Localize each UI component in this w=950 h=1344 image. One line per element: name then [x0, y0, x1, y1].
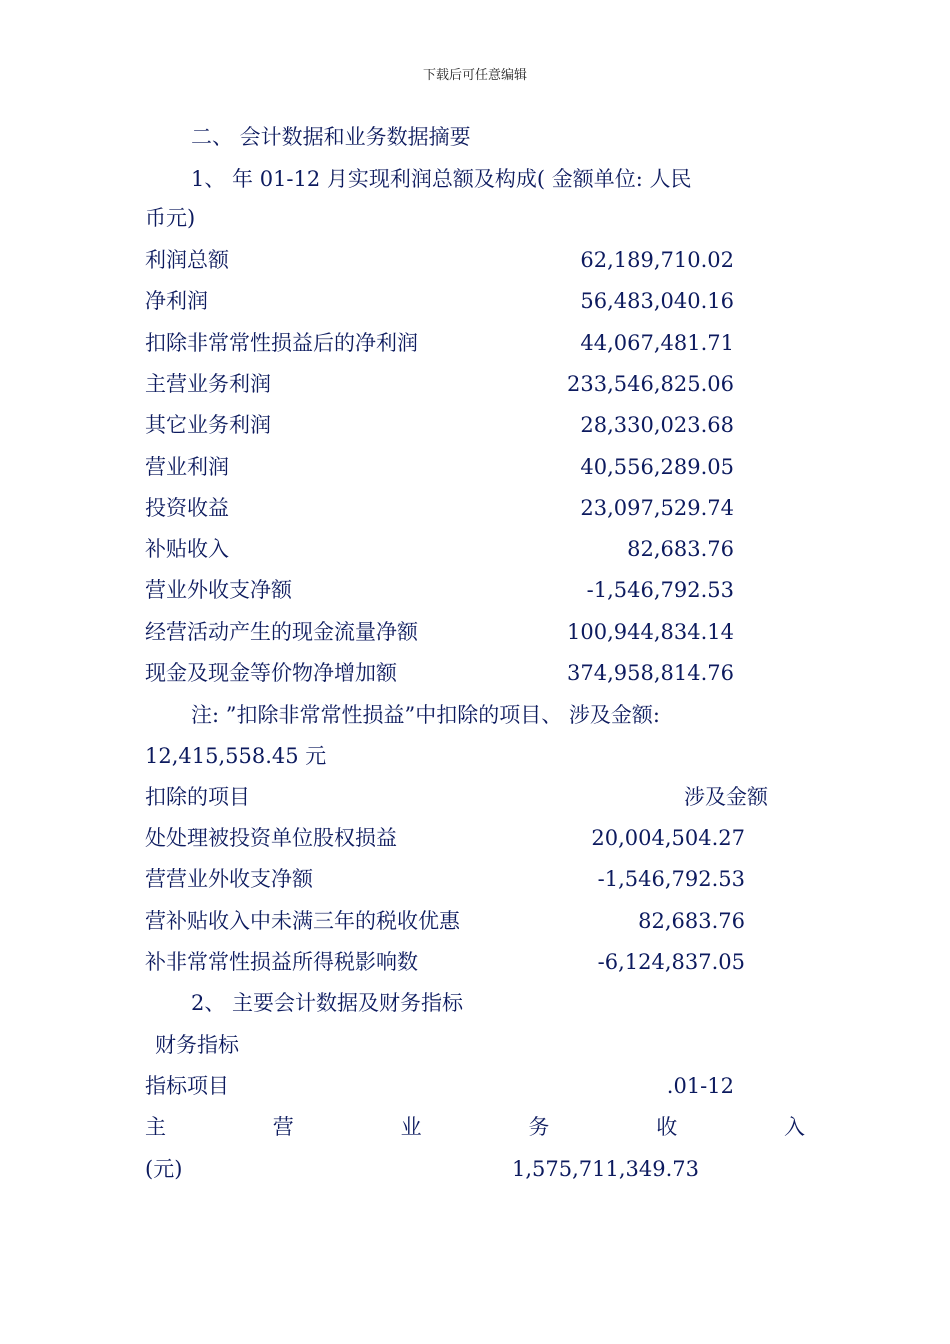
table-row-label: 补贴收入 — [145, 537, 229, 562]
revenue-unit: (元) — [145, 1157, 183, 1181]
revenue-char: 业 — [400, 1115, 422, 1139]
item2-title: 2、 主要会计数据及财务指标 — [191, 991, 464, 1015]
indicator-header-label: 指标项目 — [145, 1074, 229, 1098]
table-row-label: 净利润 — [145, 289, 208, 314]
table-row-label: 投资收益 — [145, 495, 229, 520]
table-row-label: 现金及现金等价物净增加额 — [145, 661, 397, 685]
note-line: 注: ”扣除非常常性损益”中扣除的项目、 涉及金额: — [191, 703, 660, 727]
table-row-value: 62,189,710.02 — [580, 248, 734, 272]
table-row-value: 20,004,504.27 — [591, 826, 745, 850]
table-row-label: 利润总额 — [145, 248, 229, 272]
note-amount: 12,415,558.45 元 — [145, 744, 327, 768]
table-row-value: 44,067,481.71 — [580, 330, 734, 355]
revenue-value: 1,575,711,349.73 — [511, 1157, 699, 1181]
table-row-value: -1,546,792.53 — [597, 867, 745, 892]
page-header: 下载后可任意编辑 — [422, 68, 527, 83]
table-row-value: 100,944,834.14 — [567, 619, 734, 644]
revenue-char: 主 — [145, 1115, 166, 1139]
table-row-label: 营营业外收支净额 — [145, 867, 313, 892]
revenue-char: 营 — [272, 1115, 294, 1139]
revenue-char: 入 — [783, 1115, 805, 1139]
revenue-label — [145, 1112, 805, 1142]
table-row-label: 主营业务利润 — [145, 371, 271, 396]
table-row-label: 补非常常性损益所得税影响数 — [145, 949, 418, 974]
fin-title: 财务指标 — [155, 1033, 239, 1057]
table-row-value: -1,546,792.53 — [586, 578, 734, 603]
table-row-label: 营补贴收入中未满三年的税收优惠 — [145, 908, 460, 933]
table-row-value: 56,483,040.16 — [580, 289, 734, 314]
table-row-value: 82,683.76 — [627, 537, 734, 562]
table-row-value: 374,958,814.76 — [567, 661, 734, 685]
deduct-header-value: 涉及金额 — [684, 785, 768, 809]
table-row-label: 经营活动产生的现金流量净额 — [145, 619, 418, 644]
indicator-header-value: .01-12 — [666, 1074, 734, 1098]
table-row-value: 23,097,529.74 — [580, 495, 734, 520]
table-row-label: 扣除非常常性损益后的净利润 — [145, 330, 418, 355]
revenue-char: 收 — [656, 1115, 678, 1139]
section-title: 二、 会计数据和业务数据摘要 — [191, 125, 471, 149]
table-row-value: 82,683.76 — [638, 908, 745, 933]
table-row-label: 营业利润 — [145, 454, 229, 479]
table-row-value: 233,546,825.06 — [567, 371, 734, 396]
table-row-label: 处处理被投资单位股权损益 — [145, 826, 397, 850]
table-row-label: 营业外收支净额 — [145, 578, 292, 603]
table-row-value: 28,330,023.68 — [580, 413, 734, 438]
item1-title: 1、 年 01-12 月实现利润总额及构成( 金额单位: 人民 — [191, 167, 692, 191]
table-row-value: 40,556,289.05 — [580, 454, 734, 479]
table-row-label: 其它业务利润 — [145, 413, 271, 438]
revenue-char: 务 — [528, 1115, 550, 1139]
table-row-value: -6,124,837.05 — [597, 949, 745, 974]
item1-title-cont: 币元) — [145, 206, 196, 230]
deduct-header-label: 扣除的项目 — [145, 785, 250, 809]
